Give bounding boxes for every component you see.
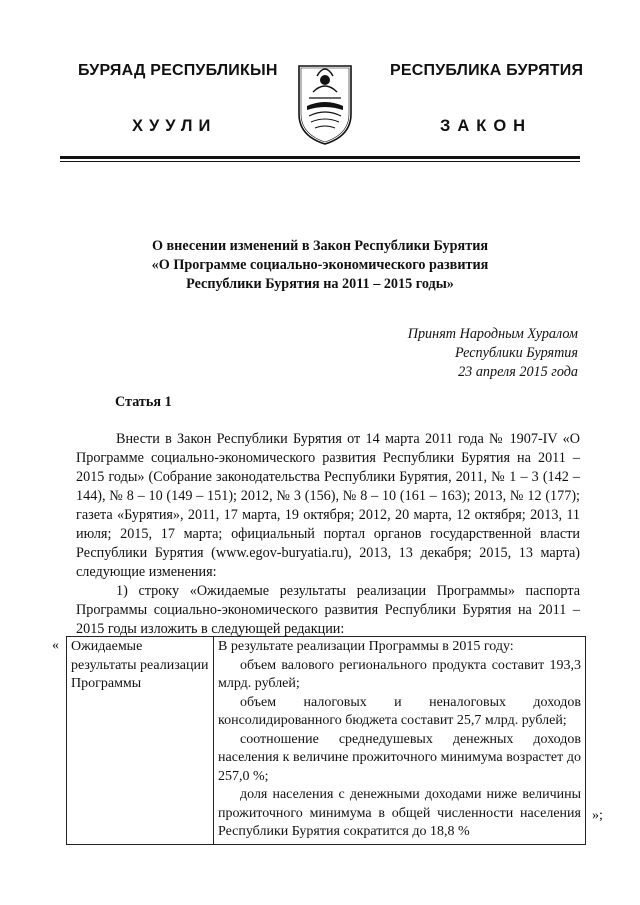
header-left-title: БУРЯАД РЕСПУБЛИКЫН xyxy=(78,62,278,79)
passport-table xyxy=(66,636,586,845)
law-title-line: «О Программе социально-экономического развития xyxy=(151,257,489,273)
table-item: объем валового регионального продукта составит 193,3 млрд. рублей; xyxy=(218,657,581,691)
header-rule-thin xyxy=(60,161,580,162)
law-title-line: О внесении изменений в Закон Республики Бурятия xyxy=(151,238,489,254)
adoption-line: Принят Народным Хуралом xyxy=(407,326,578,342)
law-title xyxy=(60,237,580,294)
table-row xyxy=(67,637,586,845)
header-rule-thick xyxy=(60,156,580,159)
adoption-note xyxy=(408,325,578,382)
coat-of-arms-emblem-icon xyxy=(295,58,355,146)
table-intro: В результате реализации Программы в 2015 году: xyxy=(218,639,514,654)
table-label-cell: Ожидаемые результаты реализации Программы xyxy=(67,637,214,845)
adoption-date: 23 апреля 2015 года xyxy=(458,364,578,380)
close-quote: »; xyxy=(592,808,603,823)
adoption-line: Республики Бурятия xyxy=(454,345,578,361)
article-body xyxy=(76,430,580,639)
header-right-subtitle: ЗАКОН xyxy=(440,117,533,135)
law-title-line: Республики Бурятия на 2011 – 2015 годы» xyxy=(186,276,454,292)
article-paragraph: Внести в Закон Республики Бурятия от 14 марта 2011 года № 1907-IV «О Программе социально-экономического развития Республики Бурятия на 2011 – 2015 годы» (Собрание законодательства Республики Бурятия, 2011, № 1 – 3 (142 – 144), № 8 – 10 (149 – 151); 2012, № 3 (156), № 8 – 10 (161 – 163); 2013, № 12 (177); газета «Бурятия», 2011, 17 марта, 19 октября; 2012, 20 марта, 12 октября; 2013, 11 июля; 2015, 17 марта; официальный портал органов государственной власти Республики Бурятия (www.egov-buryatia.ru), 2013, 13 декабря; 2015, 13 марта) следующие изменения: xyxy=(76,431,580,580)
article-paragraph: 1) строку «Ожидаемые результаты реализации Программы» паспорта Программы социально-экономического развития Республики Бурятия на 2011 – 2015 годы изложить в следующей редакции: xyxy=(76,583,580,637)
table-item: соотношение среднедушевых денежных доходов населения к величине прожиточного минимума возрастет до 257,0 %; xyxy=(218,731,581,784)
open-quote: « xyxy=(52,638,59,653)
header-left-subtitle: ХУУЛИ xyxy=(132,117,217,135)
table-item: доля населения с денежными доходами ниже величины прожиточного минимума в общей численности населения Республики Бурятия сократится до 18,8 % xyxy=(218,787,581,839)
header-right-title: РЕСПУБЛИКА БУРЯТИЯ xyxy=(390,62,584,79)
table-item: объем налоговых и неналоговых доходов консолидированного бюджета составит 25,7 млрд. рублей; xyxy=(218,694,581,728)
article-heading: Статья 1 xyxy=(115,394,172,410)
table-value-cell xyxy=(214,637,586,845)
